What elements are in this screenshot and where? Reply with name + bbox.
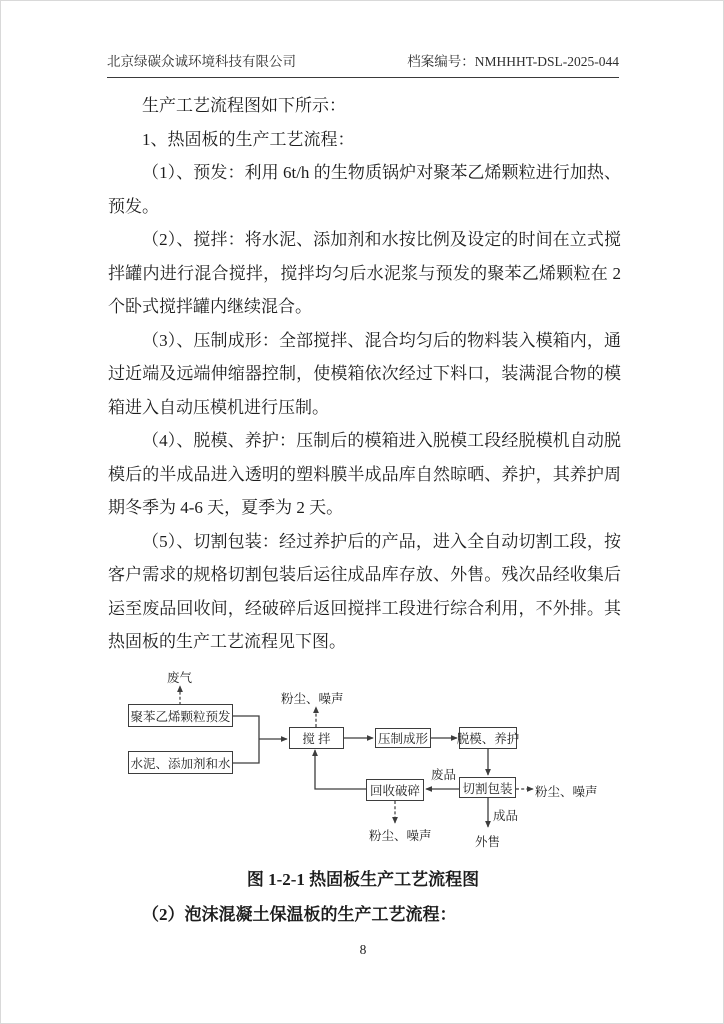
paragraph-intro: 生产工艺流程图如下所示：: [142, 96, 346, 115]
arrow-recycle-to-mixing: [315, 750, 366, 789]
label-dust-noise-cutting: 粉尘、噪声: [535, 785, 598, 799]
paragraph-heading-1: 1、热固板的生产工艺流程：: [142, 129, 355, 149]
flow-box-mixing: 搅 拌: [289, 727, 344, 749]
flow-box-pressing: 压制成形: [375, 728, 431, 748]
section-heading: （2）泡沫混凝土保温板的生产工艺流程：: [142, 905, 457, 924]
connector-inputs-merge: [233, 716, 259, 763]
flow-box-cement: 水泥、添加剂和水: [128, 751, 233, 774]
paragraph-step-2: （2）、搅拌：将水泥、添加剂和水按比例及设定的时间在立式搅拌罐内进行混合搅拌，搅拌均匀后水泥浆与预发的聚苯乙烯颗粒在 2 个卧式搅拌罐内继续混合。: [108, 230, 621, 316]
label-dust-noise-recycle: 粉尘、噪声: [369, 829, 432, 843]
label-waste-gas: 废气: [167, 671, 193, 685]
flow-box-prefoam: 聚苯乙烯颗粒预发: [128, 704, 233, 727]
page-number: 8: [359, 942, 367, 957]
flow-box-recycle: 回收破碎: [366, 779, 424, 801]
paragraph-step-3: （3）、压制成形：全部搅拌、混合均匀后的物料装入模箱内，通过近端及远端伸缩器控制，使模箱依次经过下料口，装满混合物的模箱进入自动压模机进行压制。: [108, 330, 621, 417]
page-header: [107, 50, 619, 78]
flow-box-demold: 脱模、养护: [459, 727, 517, 749]
file-number-value: NMHHHT-DSL-2025-044: [474, 54, 619, 69]
process-flowchart: [101, 656, 661, 861]
paragraph-step-1: （1）、预发：利用 6t/h 的生物质锅炉对聚苯乙烯颗粒进行加热、预发。: [108, 163, 621, 216]
label-product: 成品: [493, 809, 519, 823]
file-number: [407, 50, 619, 70]
paragraph-step-4: （4）、脱模、养护：压制后的模箱进入脱模工段经脱模机自动脱模后的半成品进入透明的塑料膜半成品库自然晾晒、养护，其养护周期冬季为 4-6 天，夏季为 2 天。: [108, 431, 621, 517]
label-scrap: 废品: [431, 768, 457, 782]
label-dust-noise-mixing: 粉尘、噪声: [281, 692, 344, 706]
figure-caption: 图 1-2-1 热固板生产工艺流程图: [246, 870, 480, 889]
flow-box-cutting: 切割包装: [459, 777, 516, 798]
paragraph-step-5: （5）、切割包装：经过养护后的产品，进入全自动切割工段，按客户需求的规格切割包装后运往成品库存放、外售。残次品经收集后运至废品回收间，经破碎后返回搅拌工段进行综合利用，不外排。其热固板的生产工艺流程见下图。: [108, 531, 621, 651]
document-body: [108, 89, 621, 659]
file-number-label: 档案编号：: [407, 54, 475, 69]
label-sale: 外售: [475, 835, 501, 849]
company-name: 北京绿碳众诚环境科技有限公司: [107, 54, 296, 69]
